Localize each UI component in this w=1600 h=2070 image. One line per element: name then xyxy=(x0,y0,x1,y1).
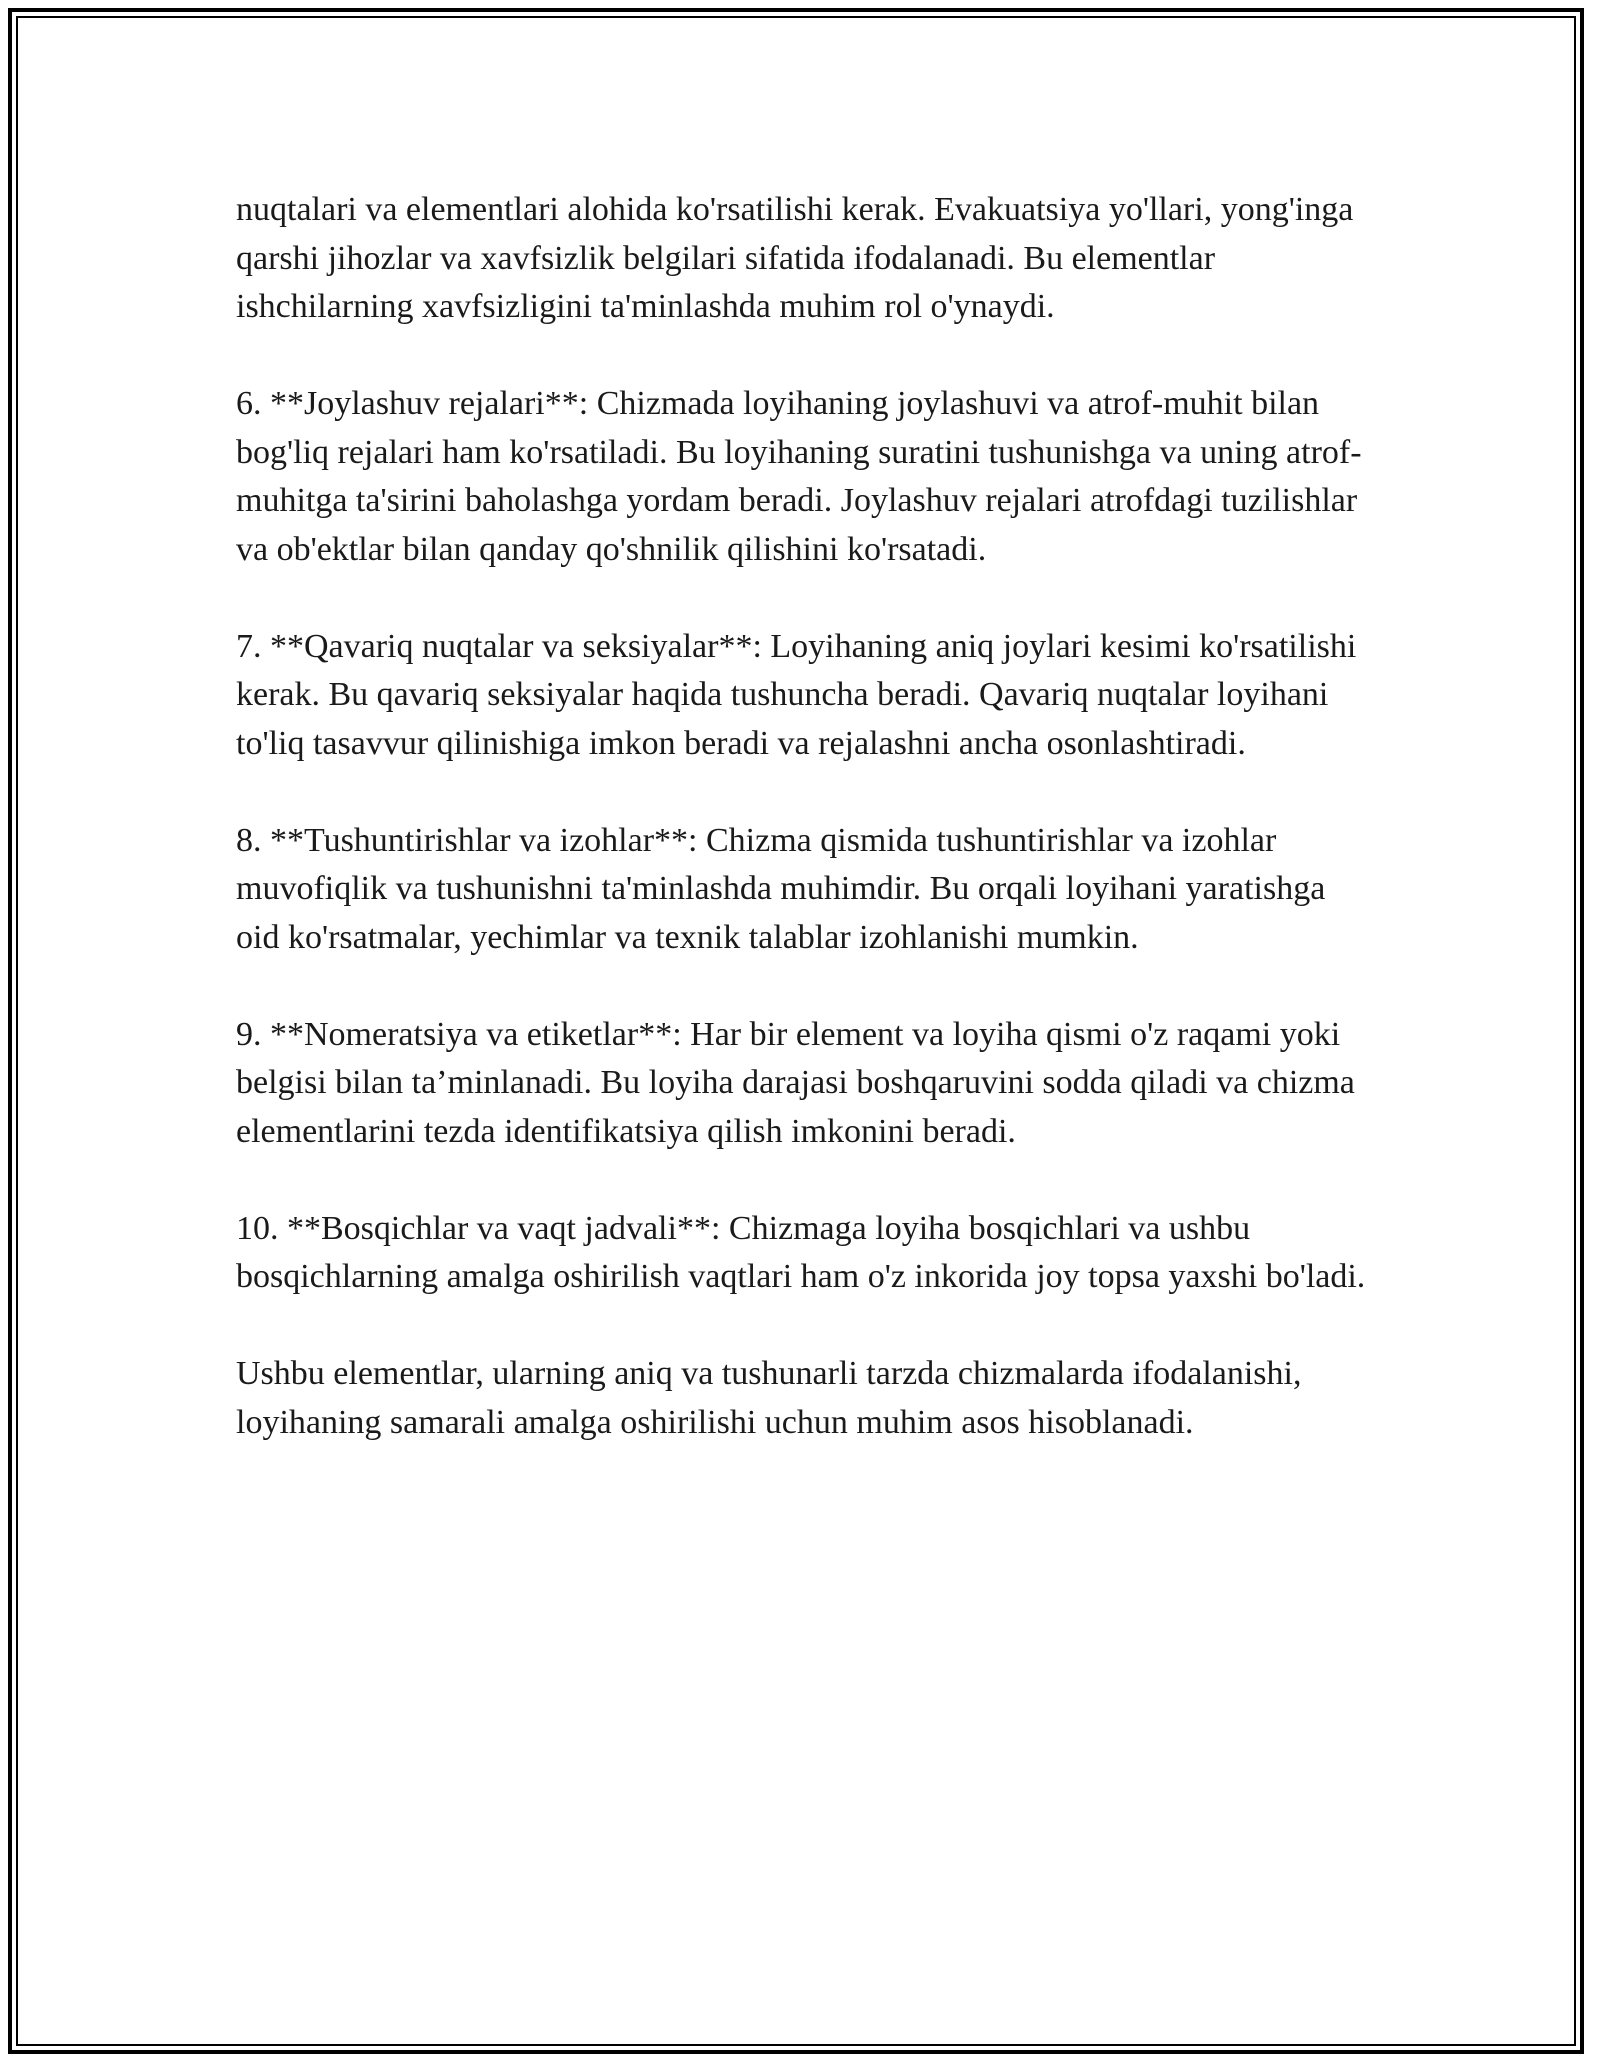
paragraph-numbering: 9. **Nomeratsiya va etiketlar**: Har bir element va loyiha qismi o'z raqami yoki belgisi bilan ta’minlanadi. Bu loyiha darajasi boshqaruvini sodda qiladi va chizma elementlarini tezda identifikatsiya qilish imkonini beradi. xyxy=(236,1015,1355,1150)
document-body xyxy=(236,186,1376,1496)
paragraph-stages: 10. **Bosqichlar va vaqt jadvali**: Chizmaga loyiha bosqichlari va ushbu bosqichlarning amalga oshirilish vaqtlari ham o'z inkorida joy topsa yaxshi bo'ladi. xyxy=(236,1209,1366,1295)
paragraph-explanations: 8. **Tushuntirishlar va izohlar**: Chizma qismida tushuntirishlar va izohlar muvofiqlik va tushunishni ta'minlashda muhimdir. Bu orqali loyihani yaratishga oid ko'rsatmalar, yechimlar va texnik talablar izohlanishi mumkin. xyxy=(236,821,1326,956)
paragraph-sections: 7. **Qavariq nuqtalar va seksiyalar**: Loyihaning aniq joylari kesimi ko'rsatilishi kerak. Bu qavariq seksiyalar haqida tushuncha beradi. Qavariq nuqtalar loyihani to'liq tasavvur qilinishiga imkon beradi va rejalashni ancha osonlashtiradi. xyxy=(236,627,1357,762)
paragraph-location-plans: 6. **Joylashuv rejalari**: Chizmada loyihaning joylashuvi va atrof-muhit bilan bog'liq rejalari ham ko'rsatiladi. Bu loyihaning suratini tushunishga va uning atrof-muhitga ta'sirini baholashga yordam beradi. Joylashuv rejalari atrofdagi tuzilishlar va ob'ektlar bilan qanday qo'shnilik qilishini ko'rsatadi. xyxy=(236,385,1362,568)
paragraph-evacuation: nuqtalari va elementlari alohida ko'rsatilishi kerak. Evakuatsiya yo'llari, yong'inga qarshi jihozlar va xavfsizlik belgilari sifatida ifodalanadi. Bu elementlar ishchilarning xavfsizligini ta'minlashda muhim rol o'ynaydi. xyxy=(236,191,1354,325)
paragraph-conclusion: Ushbu elementlar, ularning aniq va tushunarli tarzda chizmalarda ifodalanishi, loyihaning samarali amalga oshirilishi uchun muhim asos hisoblanadi. xyxy=(236,1355,1302,1441)
